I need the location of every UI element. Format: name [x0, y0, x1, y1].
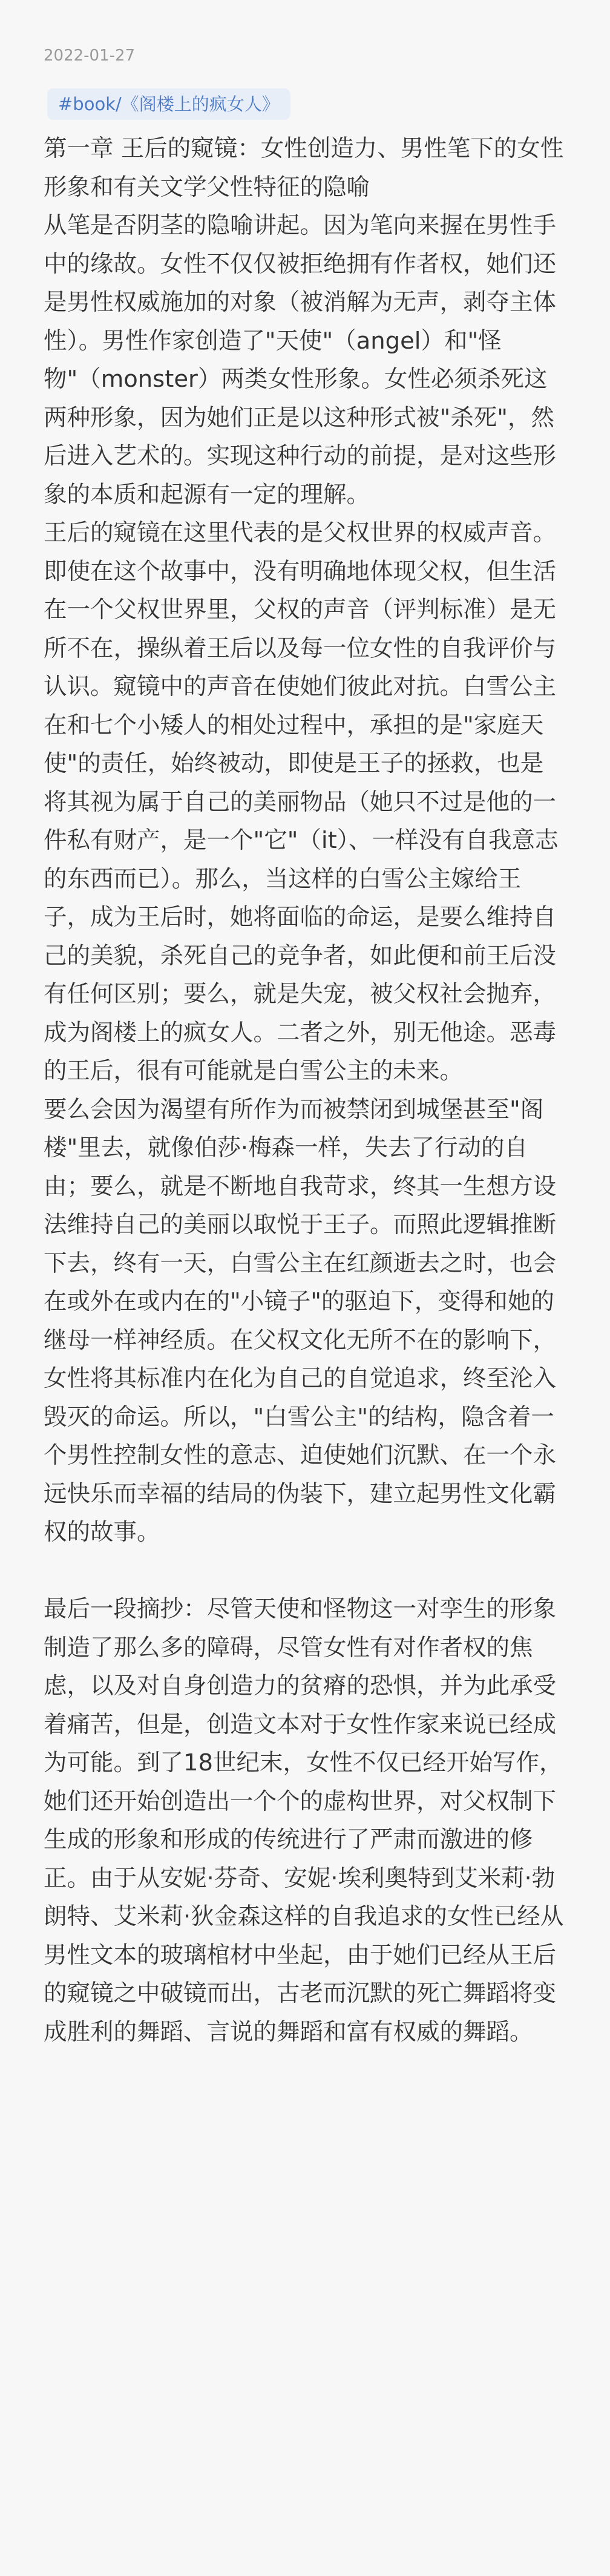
paragraph-spacer	[44, 1552, 566, 1591]
paragraph-1: 从笔是否阴茎的隐喻讲起。因为笔向来握在男性手中的缘故。女性不仅仅被拒绝拥有作者权，她们还是男性权威施加的对象（被消解为无声，剥夺主体性）。男性作家创造了"天使"（angel）和"怪物"（monster）两类女性形象。女性必须杀死这两种形象，因为她们正是以这种形式被"杀死"，然后进入艺术的。实现这种行动的前提，是对这些形象的本质和起源有一定的理解。	[44, 212, 557, 508]
chapter-heading: 第一章 王后的窥镜：女性创造力、男性笔下的女性形象和有关文学父性特征的隐喻	[44, 135, 564, 201]
note-content	[44, 130, 566, 2051]
book-tag[interactable]: #book/《阁楼上的疯女人》	[47, 88, 290, 120]
closing-excerpt: 最后一段摘抄：尽管天使和怪物这一对孪生的形象制造了那么多的障碍，尽管女性有对作者权的焦虑，以及对自身创造力的贫瘠的恐惧，并为此承受着痛苦，但是，创造文本对于女性作家来说已经成为可能。到了18世纪末，女性不仅已经开始写作，她们还开始创造出一个个的虚构世界，对父权制下生成的形象和形成的传统进行了严肃而激进的修正。由于从安妮·芬奇、安妮·埃利奥特到艾米莉·勃朗特、艾米莉·狄金森这样的自我追求的女性已经从男性文本的玻璃棺材中坐起，由于她们已经从王后的窥镜之中破镜而出，古老而沉默的死亡舞蹈将变成胜利的舞蹈、言说的舞蹈和富有权威的舞蹈。	[44, 1595, 564, 2046]
paragraph-3: 要么会因为渴望有所作为而被禁闭到城堡甚至"阁楼"里去，就像伯莎·梅森一样，失去了行动的自由；要么，就是不断地自我苛求，终其一生想方设法维持自己的美丽以取悦于王子。而照此逻辑推断下去，终有一天，白雪公主在红颜逝去之时，也会在或外在或内在的"小镜子"的驱迫下，变得和她的继母一样神经质。在父权文化无所不在的影响下，女性将其标准内在化为自己的自觉追求，终至沦入毁灭的命运。所以，"白雪公主"的结构，隐含着一个男性控制女性的意志、迫使她们沉默、在一个永远快乐而幸福的结局的伪装下，建立起男性文化霸权的故事。	[44, 1096, 557, 1546]
paragraph-2: 王后的窥镜在这里代表的是父权世界的权威声音。即使在这个故事中，没有明确地体现父权，但生活在一个父权世界里，父权的声音（评判标准）是无所不在，操纵着王后以及每一位女性的自我评价与认识。窥镜中的声音在使她们彼此对抗。白雪公主在和七个小矮人的相处过程中，承担的是"家庭天使"的责任，始终被动，即使是王子的拯救，也是将其视为属于自己的美丽物品（她只不过是他的一件私有财产，是一个"它"（it）、一样没有自我意志的东西而已）。那么，当这样的白雪公主嫁给王子，成为王后时，她将面临的命运，是要么维持自己的美貌，杀死自己的竞争者，如此便和前王后没有任何区别；要么，就是失宠，被父权社会抛弃，成为阁楼上的疯女人。二者之外，别无他途。恶毒的王后，很有可能就是白雪公主的未来。	[44, 519, 559, 1085]
post-date: 2022-01-27	[44, 47, 136, 65]
